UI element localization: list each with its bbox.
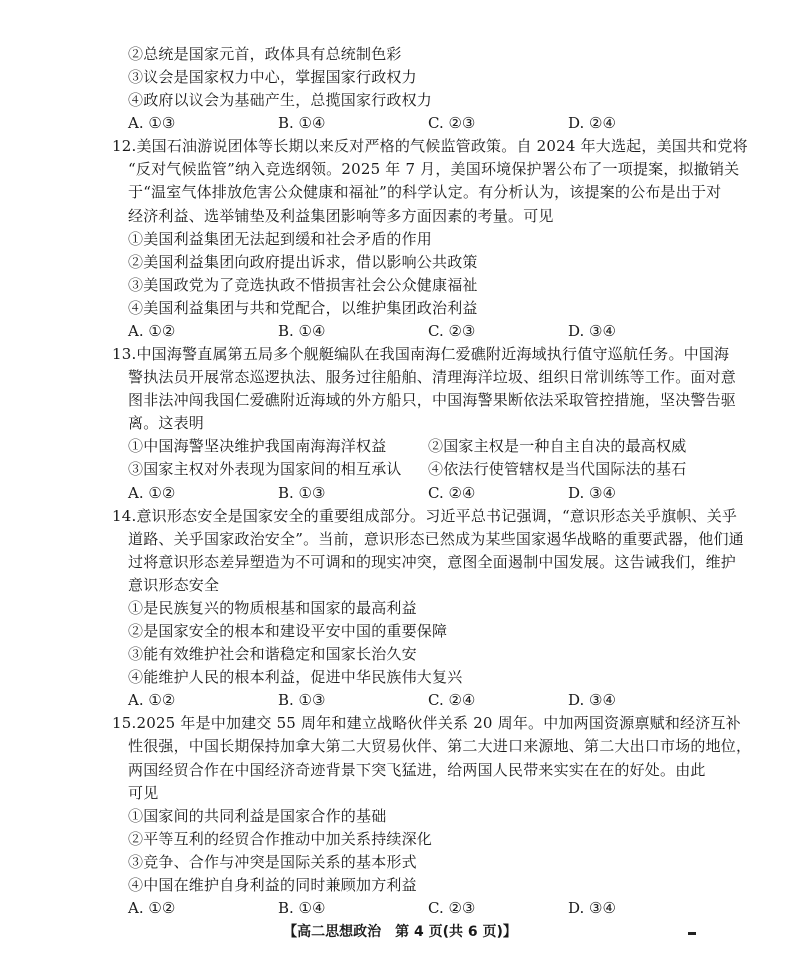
q14-option-a: A. ①② (128, 691, 176, 709)
intro-statement: ④政府以议会为基础产生，总揽国家行政权力 (128, 91, 433, 109)
q12-statement: ④美国利益集团与共和党配合，以维护集团政治利益 (128, 299, 478, 317)
intro-statement: ②总统是国家元首，政体具有总统制色彩 (128, 45, 402, 63)
intro-option-b: B. ①④ (278, 114, 326, 132)
q12-stem-line: 12.美国石油游说团体等长期以来反对严格的气候监管政策。自 2024 年大选起，美国共和党将 (112, 137, 748, 155)
q12-option-c: C. ②③ (428, 322, 476, 340)
q12-statement: ②美国利益集团向政府提出诉求，借以影响公共政策 (128, 253, 478, 271)
q15-stem-line: 15.2025 年是中加建交 55 周年和建立战略伙伴关系 20 周年。中加两国资源禀赋和经济互补 (112, 714, 741, 732)
q14-statement: ④能维护人民的根本利益，促进中华民族伟大复兴 (128, 668, 463, 686)
q15-option-b: B. ①④ (278, 899, 326, 917)
q13-stem-line: 警执法员开展常态巡逻执法、服务过往船舶、清理海洋垃圾、组织日常训练等工作。面对意 (128, 368, 737, 386)
q14-statement: ①是民族复兴的物质根基和国家的最高利益 (128, 599, 417, 617)
intro-statement: ③议会是国家权力中心，掌握国家行政权力 (128, 68, 417, 86)
q14-option-c: C. ②④ (428, 691, 476, 709)
q12-statement: ③美国政党为了竞选执政不惜损害社会公众健康福祉 (128, 276, 478, 294)
q15-statement: ②平等互利的经贸合作推动中加关系持续深化 (128, 830, 433, 848)
q13-statement: ②国家主权是一种自主自决的最高权威 (428, 437, 687, 455)
q13-stem-line: 图非法冲闯我国仁爱礁附近海域的外方船只，中国海警果断依法采取管控措施，坚决警告驱 (128, 391, 737, 409)
q13-option-b: B. ①③ (278, 484, 326, 502)
q12-option-b: B. ①④ (278, 322, 326, 340)
q12-stem-line: 于“温室气体排放危害公众健康和福祉”的科学认定。有分析认为，该提案的公布是出于对 (128, 183, 722, 201)
q15-stem-line: 性很强，中国长期保持加拿大第二大贸易伙伴、第二大进口来源地、第二大出口市场的地位， (128, 737, 752, 755)
q13-statement: ④依法行使管辖权是当代国际法的基石 (428, 460, 687, 478)
q14-option-b: B. ①③ (278, 691, 326, 709)
q12-stem-line: 经济利益、选举铺垫及利益集团影响等多方面因素的考量。可见 (128, 207, 554, 225)
q13-statement: ③国家主权对外表现为国家间的相互承认 (128, 460, 402, 478)
intro-option-d: D. ②④ (568, 114, 616, 132)
q14-option-d: D. ③④ (568, 691, 616, 709)
q12-statement: ①美国利益集团无法起到缓和社会矛盾的作用 (128, 230, 433, 248)
q12-option-a: A. ①② (128, 322, 176, 340)
q15-option-c: C. ②③ (428, 899, 476, 917)
q15-stem-line: 两国经贸合作在中国经济奇迹背景下突飞猛进，给两国人民带来实实在在的好处。由此 (128, 761, 706, 779)
q13-option-a: A. ①② (128, 484, 176, 502)
q15-option-a: A. ①② (128, 899, 176, 917)
q14-stem-line: 14.意识形态安全是国家安全的重要组成部分。习近平总书记强调，“意识形态关乎旗帜、关乎 (112, 507, 738, 525)
q12-stem-line: “反对气候监管”纳入竞选纲领。2025 年 7 月，美国环境保护署公布了一项提案，拟撤销关 (128, 160, 740, 178)
q15-option-d: D. ③④ (568, 899, 616, 917)
q12-option-d: D. ③④ (568, 322, 616, 340)
q14-stem-line: 道路、关乎国家政治安全”。当前，意识形态已然成为某些国家遏华战略的重要武器，他们通 (128, 530, 744, 548)
q13-option-c: C. ②④ (428, 484, 476, 502)
q13-option-d: D. ③④ (568, 484, 616, 502)
q14-stem-line: 意识形态安全 (128, 576, 220, 594)
page-footer: 【高二思想政治 第 4 页(共 6 页)】 (283, 924, 517, 940)
intro-option-a: A. ①③ (128, 114, 176, 132)
q15-statement: ①国家间的共同利益是国家合作的基础 (128, 807, 387, 825)
q14-statement: ③能有效维护社会和谐稳定和国家长治久安 (128, 645, 417, 663)
q13-stem-line: 离。这表明 (128, 414, 205, 432)
q14-statement: ②是国家安全的根本和建设平安中国的重要保障 (128, 622, 448, 640)
q13-stem-line: 13.中国海警直属第五局多个舰艇编队在我国南海仁爱礁附近海域执行值守巡航任务。中国海 (112, 345, 730, 363)
q14-stem-line: 过将意识形态差异塑造为不可调和的现实冲突，意图全面遏制中国发展。这告诫我们，维护 (128, 553, 737, 571)
q15-statement: ③竞争、合作与冲突是国际关系的基本形式 (128, 853, 417, 871)
intro-option-c: C. ②③ (428, 114, 476, 132)
page-mark (688, 932, 696, 935)
q13-statement: ①中国海警坚决维护我国南海海洋权益 (128, 437, 387, 455)
q15-statement: ④中国在维护自身利益的同时兼顾加方利益 (128, 876, 417, 894)
q15-stem-line: 可见 (128, 784, 159, 802)
